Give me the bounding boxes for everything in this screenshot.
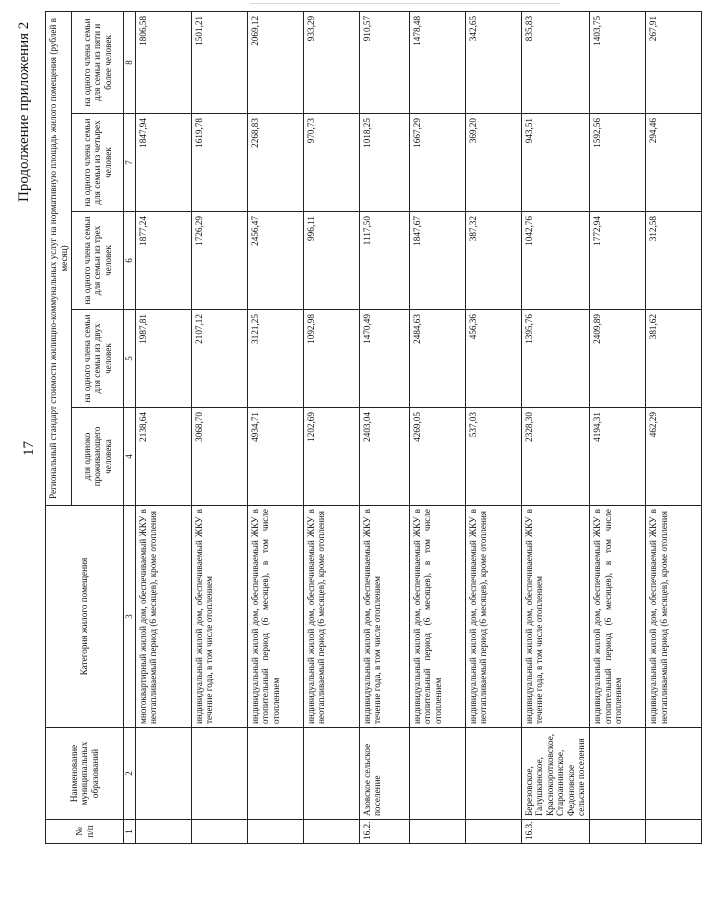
column-index: 4 — [124, 408, 135, 506]
column-index: 6 — [124, 212, 135, 310]
row-municipality — [303, 728, 359, 820]
table-row — [645, 11, 701, 843]
value-family-3: 387,32 — [465, 212, 521, 310]
row-municipality — [465, 728, 521, 820]
header-number: № п/п — [46, 820, 124, 844]
value-family-3: 1847,67 — [409, 212, 465, 310]
row-category: индивидуальный жилой дом, обеспечиваемый ЖКУ в течение года, в том числе отоплением — [359, 506, 409, 728]
header-municipality: Наименование муниципальных образований — [46, 728, 124, 820]
table-row — [359, 11, 409, 843]
value-family-2: 381,62 — [645, 310, 701, 408]
value-family-2: 2107,12 — [191, 310, 247, 408]
row-category: индивидуальный жилой дом, обеспечиваемый ЖКУ в течение года, в том числе отоплением — [521, 506, 589, 728]
header-family-4: на одного члена семьи для семьи из четырех человек — [72, 114, 124, 212]
row-category: индивидуальный жилой дом, обеспечиваемый ЖКУ в неотапливаемый период (6 месяцев), кроме отопления — [465, 506, 521, 728]
row-number: 16.2. — [359, 820, 409, 844]
value-family-3: 1117,50 — [359, 212, 409, 310]
header-single: для одиноко проживающего человека — [72, 408, 124, 506]
table-row — [303, 11, 359, 843]
row-category: индивидуальный жилой дом, обеспечиваемый ЖКУ в отопительный период (6 месяцев), в том числе отоплением — [247, 506, 303, 728]
table-row — [521, 11, 589, 843]
row-category: индивидуальный жилой дом, обеспечиваемый ЖКУ в течение года, в том числе отоплением — [191, 506, 247, 728]
value-family-2: 1987,81 — [135, 310, 191, 408]
value-family-3: 1772,94 — [589, 212, 645, 310]
column-index: 1 — [124, 820, 135, 844]
column-index: 3 — [124, 506, 135, 728]
value-single: 462,29 — [645, 408, 701, 506]
value-family-4: 1619,78 — [191, 114, 247, 212]
value-family-2: 1470,49 — [359, 310, 409, 408]
value-single: 2328,30 — [521, 408, 589, 506]
value-family-2: 3121,25 — [247, 310, 303, 408]
value-single: 4194,31 — [589, 408, 645, 506]
value-family-5: 342,65 — [465, 11, 521, 113]
value-family-4: 1018,25 — [359, 114, 409, 212]
value-family-5: 1806,58 — [135, 11, 191, 113]
value-family-5: 835,83 — [521, 11, 589, 113]
value-single: 4934,71 — [247, 408, 303, 506]
value-single: 2403,04 — [359, 408, 409, 506]
value-family-3: 1042,76 — [521, 212, 589, 310]
row-number — [409, 820, 465, 844]
value-family-4: 970,73 — [303, 114, 359, 212]
column-index: 2 — [124, 728, 135, 820]
value-single: 2138,64 — [135, 408, 191, 506]
rotated-table-area — [12, 12, 669, 892]
column-index: 5 — [124, 310, 135, 408]
value-family-5: 267,91 — [645, 11, 701, 113]
table-row — [465, 11, 521, 843]
value-family-4: 369,20 — [465, 114, 521, 212]
value-family-3: 2456,47 — [247, 212, 303, 310]
table-row — [191, 11, 247, 843]
continuation-title: Продолжение приложения 2 — [16, 21, 32, 202]
row-number — [465, 820, 521, 844]
value-family-2: 2409,89 — [589, 310, 645, 408]
column-index: 7 — [124, 114, 135, 212]
value-family-4: 1847,94 — [135, 114, 191, 212]
value-family-4: 294,46 — [645, 114, 701, 212]
row-number — [135, 820, 191, 844]
value-single: 3068,70 — [191, 408, 247, 506]
row-number — [645, 820, 701, 844]
value-family-4: 943,51 — [521, 114, 589, 212]
standards-table — [45, 11, 702, 844]
value-family-4: 1667,29 — [409, 114, 465, 212]
value-family-2: 1395,76 — [521, 310, 589, 408]
row-municipality — [191, 728, 247, 820]
row-number — [247, 820, 303, 844]
row-number: 16.3. — [521, 820, 589, 844]
value-family-2: 456,36 — [465, 310, 521, 408]
value-single: 4269,05 — [409, 408, 465, 506]
table-row — [409, 11, 465, 843]
row-category: индивидуальный жилой дом, обеспечиваемый ЖКУ в отопительный период (6 месяцев), в том числе отоплением — [409, 506, 465, 728]
row-municipality — [409, 728, 465, 820]
row-municipality — [589, 728, 645, 820]
row-municipality: Березовское, Галушкинское, Краснокоротковское, Староаннинское, Федоновское сельские поселения — [521, 728, 589, 820]
header-family-3: на одного члена семьи для семьи из трех человек — [72, 212, 124, 310]
row-number — [191, 820, 247, 844]
column-index-row — [124, 11, 135, 843]
row-category: индивидуальный жилой дом, обеспечиваемый ЖКУ в неотапливаемый период (6 месяцев), кроме отопления — [645, 506, 701, 728]
header-family-5: на одного члена семьи для семьи из пяти и более человек — [72, 11, 124, 113]
row-category: индивидуальный жилой дом, обеспечиваемый ЖКУ в неотапливаемый период (6 месяцев), кроме отопления — [303, 506, 359, 728]
row-category: индивидуальный жилой дом, обеспечиваемый ЖКУ в отопительный период (6 месяцев), в том числе отоплением — [589, 506, 645, 728]
page-number: 17 — [21, 441, 37, 456]
value-family-4: 1592,56 — [589, 114, 645, 212]
column-index: 8 — [124, 11, 135, 113]
value-family-5: 1403,75 — [589, 11, 645, 113]
value-family-2: 2484,63 — [409, 310, 465, 408]
value-family-5: 1478,48 — [409, 11, 465, 113]
table-row — [135, 11, 191, 843]
value-family-3: 1726,29 — [191, 212, 247, 310]
value-family-4: 2268,83 — [247, 114, 303, 212]
value-family-3: 1877,24 — [135, 212, 191, 310]
value-family-3: 996,11 — [303, 212, 359, 310]
row-category: многоквартирный жилой дом, обеспечиваемый ЖКУ в неотапливаемый период (6 месяцев), кроме отопления — [135, 506, 191, 728]
value-family-5: 933,29 — [303, 11, 359, 113]
scan-artifact-line — [250, 3, 560, 4]
header-standard: Региональный стандарт стоимости жилищно-коммунальных услуг на нормативную площадь жилого помещения (рублей в месяц) — [46, 11, 72, 505]
row-number — [303, 820, 359, 844]
table-row — [247, 11, 303, 843]
value-family-5: 910,57 — [359, 11, 409, 113]
row-municipality — [645, 728, 701, 820]
header-category: Категория жилого помещения — [46, 506, 124, 728]
row-municipality: Азовское сельское поселение — [359, 728, 409, 820]
header-family-2: на одного члена семьи для семьи из двух человек — [72, 310, 124, 408]
value-family-3: 312,58 — [645, 212, 701, 310]
value-family-5: 1501,21 — [191, 11, 247, 113]
value-family-2: 1092,98 — [303, 310, 359, 408]
value-single: 537,03 — [465, 408, 521, 506]
row-municipality — [135, 728, 191, 820]
value-family-5: 2069,12 — [247, 11, 303, 113]
value-single: 1202,69 — [303, 408, 359, 506]
row-number — [589, 820, 645, 844]
row-municipality — [247, 728, 303, 820]
table-row — [589, 11, 645, 843]
